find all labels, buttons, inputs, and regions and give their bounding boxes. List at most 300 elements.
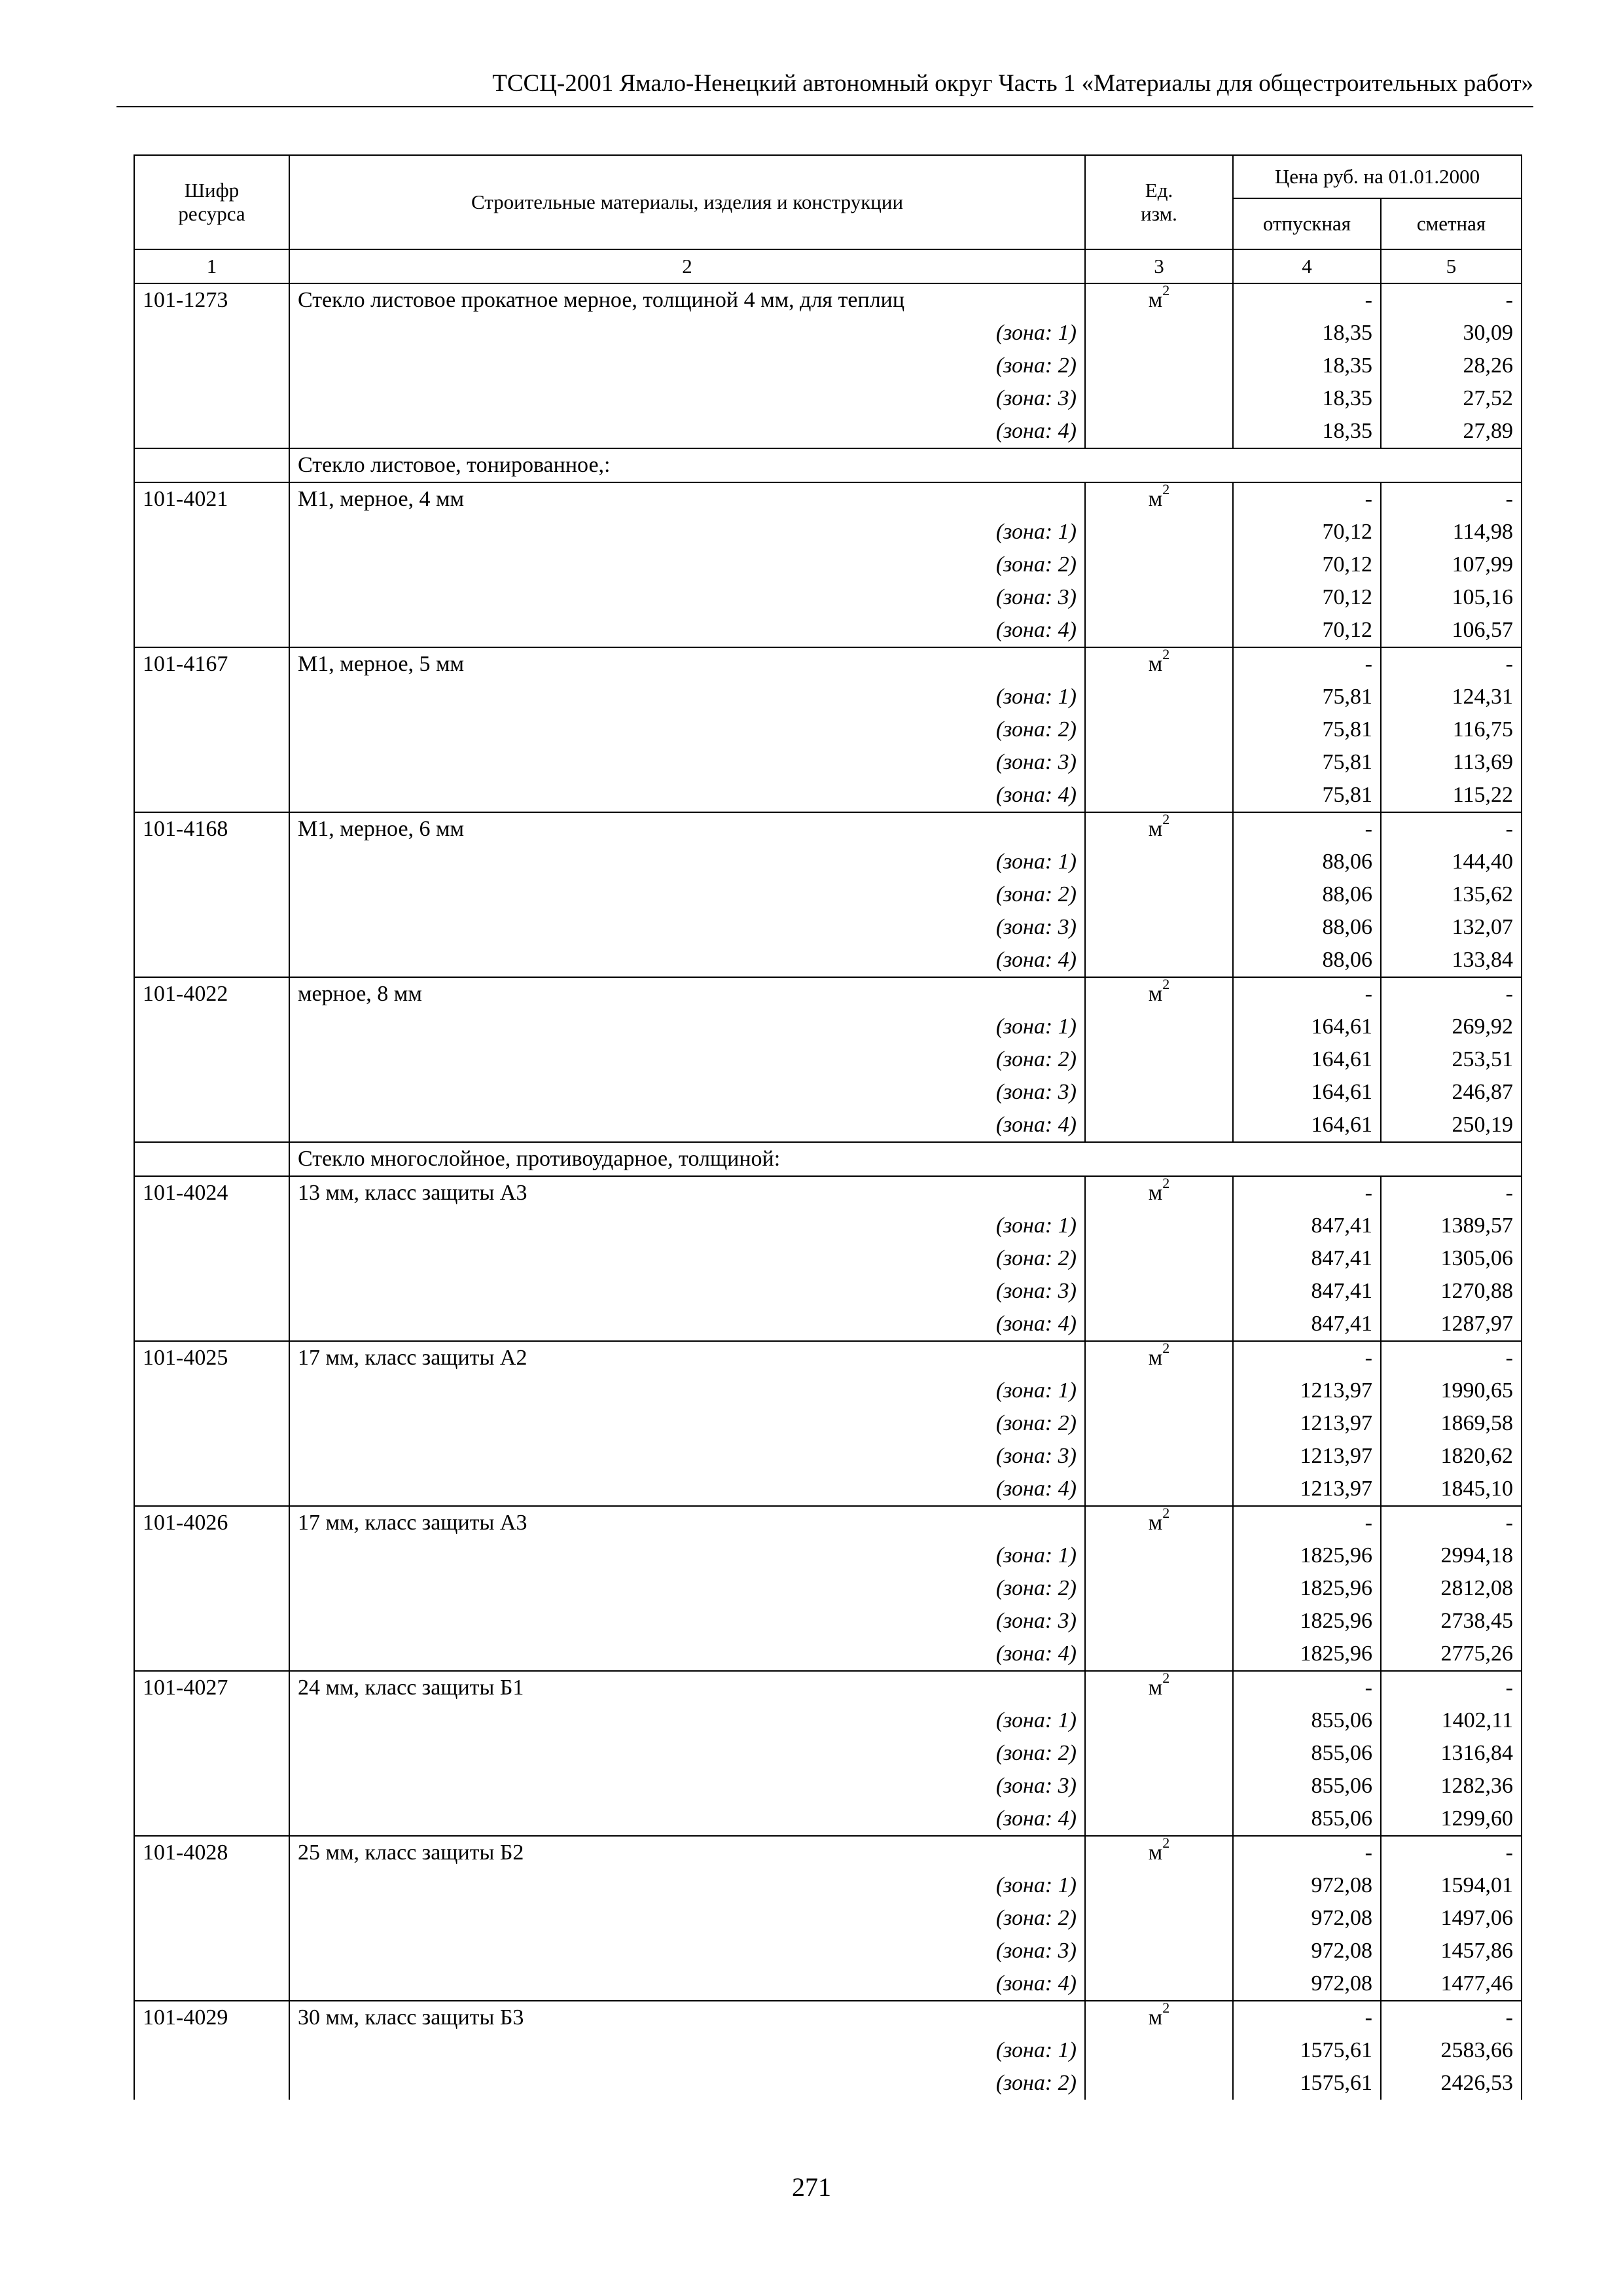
estimate-price: 133,84: [1381, 944, 1522, 977]
unit-cell: [1085, 1473, 1233, 1506]
code-cell: [134, 1210, 289, 1242]
release-price: 75,81: [1233, 779, 1381, 812]
unit-cell: [1085, 1638, 1233, 1671]
code-cell: [134, 581, 289, 614]
release-price: 972,08: [1233, 1935, 1381, 1967]
zone-label: (зона: 4): [289, 1308, 1085, 1341]
code-cell: [134, 681, 289, 713]
unit-cell: [1085, 746, 1233, 779]
estimate-price: -: [1381, 482, 1522, 516]
release-price: 70,12: [1233, 516, 1381, 548]
resource-code: 101-4027: [134, 1671, 289, 1704]
unit-exponent: 2: [1162, 812, 1170, 827]
estimate-price: 114,98: [1381, 516, 1522, 548]
release-price: 1213,97: [1233, 1374, 1381, 1407]
estimate-price: 28,26: [1381, 350, 1522, 382]
header-code: [134, 155, 289, 249]
unit-exponent: 2: [1162, 1506, 1170, 1521]
resource-code: 101-4167: [134, 647, 289, 681]
zone-label: (зона: 2): [289, 548, 1085, 581]
unit-cell: [1085, 846, 1233, 878]
release-price: 847,41: [1233, 1275, 1381, 1308]
estimate-price: 1299,60: [1381, 1803, 1522, 1836]
code-cell: [134, 1308, 289, 1341]
release-price: -: [1233, 1506, 1381, 1539]
unit-cell: [1085, 647, 1233, 681]
unit-exponent: 2: [1162, 1671, 1170, 1686]
estimate-price: 1270,88: [1381, 1275, 1522, 1308]
code-cell: [134, 1539, 289, 1572]
zone-label: (зона: 1): [289, 2034, 1085, 2067]
code-cell: [134, 1605, 289, 1638]
unit-exponent: 2: [1162, 1341, 1170, 1356]
zone-label: (зона: 1): [289, 846, 1085, 878]
zone-label: (зона: 1): [289, 1374, 1085, 1407]
zone-label: (зона: 4): [289, 1803, 1085, 1836]
material-name: 25 мм, класс защиты Б2: [289, 1836, 1085, 1869]
estimate-price: 124,31: [1381, 681, 1522, 713]
code-cell: [134, 350, 289, 382]
zone-row: [134, 1638, 1522, 1671]
resource-code: 101-1273: [134, 283, 289, 317]
estimate-price: 144,40: [1381, 846, 1522, 878]
unit-cell: [1085, 812, 1233, 846]
zone-label: (зона: 3): [289, 746, 1085, 779]
estimate-price: 107,99: [1381, 548, 1522, 581]
zone-row: [134, 1770, 1522, 1803]
unit-cell: [1085, 1737, 1233, 1770]
zone-row: [134, 1210, 1522, 1242]
estimate-price: 116,75: [1381, 713, 1522, 746]
material-name: 13 мм, класс защиты А3: [289, 1176, 1085, 1210]
code-cell: [134, 1935, 289, 1967]
header-name-label: Строительные материалы, изделия и конструкции: [471, 190, 904, 213]
code-cell: [134, 846, 289, 878]
zone-row: [134, 415, 1522, 448]
estimate-price: 30,09: [1381, 317, 1522, 350]
page-number: 271: [792, 2172, 831, 2202]
header-price-group: [1233, 155, 1522, 198]
estimate-price: -: [1381, 1836, 1522, 1869]
release-price: 164,61: [1233, 1109, 1381, 1142]
estimate-price: 105,16: [1381, 581, 1522, 614]
zone-row: [134, 1869, 1522, 1902]
unit-cell: [1085, 1803, 1233, 1836]
header-release-label: отпускная: [1262, 212, 1351, 235]
unit-cell: [1085, 283, 1233, 317]
release-price: 164,61: [1233, 1043, 1381, 1076]
release-price: 88,06: [1233, 846, 1381, 878]
release-price: 972,08: [1233, 1967, 1381, 2001]
code-cell: [134, 1902, 289, 1935]
zone-label: (зона: 1): [289, 1011, 1085, 1043]
unit-cell: [1085, 516, 1233, 548]
estimate-price: 113,69: [1381, 746, 1522, 779]
group-heading-row: [134, 1142, 1522, 1176]
zone-row: [134, 1539, 1522, 1572]
code-cell: [134, 1638, 289, 1671]
zone-row: [134, 1737, 1522, 1770]
resource-code: 101-4026: [134, 1506, 289, 1539]
zone-label: (зона: 4): [289, 614, 1085, 647]
release-price: 1213,97: [1233, 1440, 1381, 1473]
zone-label: (зона: 4): [289, 1109, 1085, 1142]
column-number: 3: [1085, 249, 1233, 283]
zone-label: (зона: 2): [289, 2067, 1085, 2100]
unit-cell: [1085, 911, 1233, 944]
zone-label: (зона: 1): [289, 1210, 1085, 1242]
code-cell: [134, 2067, 289, 2100]
resource-code: 101-4021: [134, 482, 289, 516]
zone-label: (зона: 3): [289, 911, 1085, 944]
unit-cell: [1085, 1902, 1233, 1935]
unit-cell: [1085, 2067, 1233, 2100]
column-numbers-row: [134, 249, 1522, 283]
code-cell: [134, 1869, 289, 1902]
zone-row: [134, 2067, 1522, 2100]
unit-cell: [1085, 1967, 1233, 2001]
unit-cell: [1085, 1176, 1233, 1210]
resource-code: 101-4024: [134, 1176, 289, 1210]
zone-label: (зона: 4): [289, 1473, 1085, 1506]
header-estimate-label: сметная: [1416, 212, 1486, 235]
unit-cell: [1085, 2001, 1233, 2034]
table-row: [134, 1341, 1522, 1374]
code-cell: [134, 1967, 289, 2001]
zone-label: (зона: 2): [289, 1902, 1085, 1935]
zone-row: [134, 1473, 1522, 1506]
release-price: 847,41: [1233, 1308, 1381, 1341]
zone-label: (зона: 3): [289, 1605, 1085, 1638]
zone-label: (зона: 3): [289, 1770, 1085, 1803]
unit-exponent: 2: [1162, 1836, 1170, 1851]
unit-exponent: 2: [1162, 1176, 1170, 1191]
unit-cell: [1085, 1836, 1233, 1869]
code-cell: [134, 1374, 289, 1407]
table-row: [134, 2001, 1522, 2034]
column-number: 5: [1381, 249, 1522, 283]
zone-row: [134, 1308, 1522, 1341]
release-price: 855,06: [1233, 1770, 1381, 1803]
estimate-price: -: [1381, 812, 1522, 846]
release-price: 88,06: [1233, 911, 1381, 944]
unit-cell: [1085, 878, 1233, 911]
release-price: 1825,96: [1233, 1605, 1381, 1638]
estimate-price: 1316,84: [1381, 1737, 1522, 1770]
estimate-price: 2583,66: [1381, 2034, 1522, 2067]
zone-label: (зона: 3): [289, 1935, 1085, 1967]
unit-cell: [1085, 1539, 1233, 1572]
unit-cell: [1085, 548, 1233, 581]
release-price: 164,61: [1233, 1076, 1381, 1109]
zone-label: (зона: 2): [289, 878, 1085, 911]
estimate-price: 1820,62: [1381, 1440, 1522, 1473]
zone-label: (зона: 2): [289, 1737, 1085, 1770]
estimate-price: -: [1381, 1506, 1522, 1539]
unit-exponent: 2: [1162, 647, 1170, 662]
zone-label: (зона: 3): [289, 581, 1085, 614]
unit-cell: [1085, 1869, 1233, 1902]
unit-cell: [1085, 2034, 1233, 2067]
group-heading-text: Стекло многослойное, противоударное, толщиной:: [289, 1142, 1522, 1176]
zone-row: [134, 681, 1522, 713]
table-row: [134, 1671, 1522, 1704]
price-table: [134, 154, 1522, 2100]
zone-row: [134, 713, 1522, 746]
unit-cell: [1085, 614, 1233, 647]
estimate-price: -: [1381, 2001, 1522, 2034]
zone-row: [134, 1902, 1522, 1935]
material-name: 30 мм, класс защиты Б3: [289, 2001, 1085, 2034]
code-cell: [134, 1440, 289, 1473]
code-cell: [134, 548, 289, 581]
unit-cell: [1085, 482, 1233, 516]
zone-label: (зона: 1): [289, 681, 1085, 713]
material-name: М1, мерное, 6 мм: [289, 812, 1085, 846]
estimate-price: 1282,36: [1381, 1770, 1522, 1803]
zone-row: [134, 1011, 1522, 1043]
zone-row: [134, 350, 1522, 382]
release-price: -: [1233, 482, 1381, 516]
table-row: [134, 812, 1522, 846]
zone-row: [134, 614, 1522, 647]
unit-base: м: [1148, 1511, 1163, 1535]
zone-row: [134, 1374, 1522, 1407]
unit-base: м: [1148, 487, 1163, 511]
release-price: 164,61: [1233, 1011, 1381, 1043]
release-price: 1213,97: [1233, 1407, 1381, 1440]
estimate-price: 132,07: [1381, 911, 1522, 944]
estimate-price: 2812,08: [1381, 1572, 1522, 1605]
zone-label: (зона: 2): [289, 350, 1085, 382]
release-price: 972,08: [1233, 1869, 1381, 1902]
zone-row: [134, 1407, 1522, 1440]
release-price: -: [1233, 977, 1381, 1011]
table-row: [134, 977, 1522, 1011]
code-cell: [134, 1275, 289, 1308]
code-cell: [134, 1407, 289, 1440]
zone-row: [134, 1967, 1522, 2001]
zone-label: (зона: 2): [289, 1043, 1085, 1076]
table-row: [134, 283, 1522, 317]
header-price-group-label: Цена руб. на 01.01.2000: [1274, 165, 1480, 188]
release-price: 88,06: [1233, 944, 1381, 977]
code-cell: [134, 1076, 289, 1109]
code-cell: [134, 1142, 289, 1176]
unit-cell: [1085, 1671, 1233, 1704]
release-price: 18,35: [1233, 350, 1381, 382]
release-price: 1825,96: [1233, 1539, 1381, 1572]
code-cell: [134, 944, 289, 977]
estimate-price: 1869,58: [1381, 1407, 1522, 1440]
zone-row: [134, 1605, 1522, 1638]
header-unit-label: Ед. изм.: [1141, 179, 1177, 225]
code-cell: [134, 2034, 289, 2067]
zone-row: [134, 1803, 1522, 1836]
unit-base: м: [1148, 1840, 1163, 1865]
column-number: 2: [289, 249, 1085, 283]
estimate-price: -: [1381, 647, 1522, 681]
unit-exponent: 2: [1162, 977, 1170, 992]
unit-cell: [1085, 779, 1233, 812]
code-cell: [134, 1704, 289, 1737]
unit-cell: [1085, 350, 1233, 382]
zone-label: (зона: 4): [289, 1638, 1085, 1671]
unit-cell: [1085, 415, 1233, 448]
release-price: -: [1233, 2001, 1381, 2034]
estimate-price: -: [1381, 283, 1522, 317]
zone-label: (зона: 2): [289, 1242, 1085, 1275]
release-price: -: [1233, 812, 1381, 846]
release-price: -: [1233, 647, 1381, 681]
column-number: 1: [134, 249, 289, 283]
unit-exponent: 2: [1162, 283, 1170, 298]
zone-label: (зона: 3): [289, 1440, 1085, 1473]
estimate-price: 2738,45: [1381, 1605, 1522, 1638]
zone-label: (зона: 1): [289, 1869, 1085, 1902]
table-row: [134, 647, 1522, 681]
code-cell: [134, 516, 289, 548]
estimate-price: 27,89: [1381, 415, 1522, 448]
unit-cell: [1085, 1011, 1233, 1043]
zone-row: [134, 1704, 1522, 1737]
estimate-price: 1594,01: [1381, 1869, 1522, 1902]
material-name: Стекло листовое прокатное мерное, толщиной 4 мм, для теплиц: [289, 283, 1085, 317]
zone-label: (зона: 2): [289, 713, 1085, 746]
zone-label: (зона: 1): [289, 1539, 1085, 1572]
code-cell: [134, 1473, 289, 1506]
unit-base: м: [1148, 1676, 1163, 1700]
estimate-price: 250,19: [1381, 1109, 1522, 1142]
estimate-price: -: [1381, 1671, 1522, 1704]
release-price: -: [1233, 1341, 1381, 1374]
release-price: 1825,96: [1233, 1638, 1381, 1671]
estimate-price: 1402,11: [1381, 1704, 1522, 1737]
release-price: 855,06: [1233, 1803, 1381, 1836]
estimate-price: 1477,46: [1381, 1967, 1522, 2001]
group-heading-text: Стекло листовое, тонированное,:: [289, 448, 1522, 482]
estimate-price: -: [1381, 1176, 1522, 1210]
estimate-price: -: [1381, 977, 1522, 1011]
zone-label: (зона: 4): [289, 1967, 1085, 2001]
unit-cell: [1085, 681, 1233, 713]
unit-cell: [1085, 317, 1233, 350]
release-price: 1575,61: [1233, 2034, 1381, 2067]
release-price: 75,81: [1233, 746, 1381, 779]
estimate-price: 2994,18: [1381, 1539, 1522, 1572]
estimate-price: 2775,26: [1381, 1638, 1522, 1671]
release-price: 972,08: [1233, 1902, 1381, 1935]
code-cell: [134, 448, 289, 482]
zone-row: [134, 516, 1522, 548]
code-cell: [134, 1572, 289, 1605]
zone-row: [134, 1242, 1522, 1275]
unit-base: м: [1148, 288, 1163, 312]
unit-base: м: [1148, 982, 1163, 1006]
code-cell: [134, 746, 289, 779]
code-cell: [134, 1737, 289, 1770]
code-cell: [134, 779, 289, 812]
release-price: 88,06: [1233, 878, 1381, 911]
unit-cell: [1085, 1407, 1233, 1440]
estimate-price: 135,62: [1381, 878, 1522, 911]
unit-base: м: [1148, 817, 1163, 841]
code-cell: [134, 1043, 289, 1076]
unit-cell: [1085, 1341, 1233, 1374]
code-cell: [134, 415, 289, 448]
material-name: 17 мм, класс защиты А3: [289, 1506, 1085, 1539]
release-price: 70,12: [1233, 548, 1381, 581]
table-row: [134, 1836, 1522, 1869]
unit-base: м: [1148, 1181, 1163, 1205]
unit-base: м: [1148, 2005, 1163, 2030]
unit-base: м: [1148, 1346, 1163, 1370]
estimate-price: 253,51: [1381, 1043, 1522, 1076]
running-header: ТССЦ-2001 Ямало-Ненецкий автономный округ Часть 1 «Материалы для общестроительных работ»: [116, 65, 1533, 107]
unit-cell: [1085, 1605, 1233, 1638]
material-name: М1, мерное, 4 мм: [289, 482, 1085, 516]
zone-row: [134, 846, 1522, 878]
unit-cell: [1085, 1440, 1233, 1473]
zone-row: [134, 944, 1522, 977]
zone-label: (зона: 1): [289, 516, 1085, 548]
unit-cell: [1085, 1704, 1233, 1737]
zone-row: [134, 779, 1522, 812]
release-price: 18,35: [1233, 317, 1381, 350]
release-price: 70,12: [1233, 614, 1381, 647]
estimate-price: -: [1381, 1341, 1522, 1374]
estimate-price: 1497,06: [1381, 1902, 1522, 1935]
code-cell: [134, 382, 289, 415]
code-cell: [134, 878, 289, 911]
zone-row: [134, 1935, 1522, 1967]
zone-row: [134, 1572, 1522, 1605]
unit-exponent: 2: [1162, 2001, 1170, 2016]
release-price: 18,35: [1233, 382, 1381, 415]
resource-code: 101-4025: [134, 1341, 289, 1374]
zone-label: (зона: 1): [289, 317, 1085, 350]
estimate-price: 115,22: [1381, 779, 1522, 812]
header-estimate: [1381, 198, 1522, 249]
estimate-price: 246,87: [1381, 1076, 1522, 1109]
unit-cell: [1085, 1935, 1233, 1967]
zone-label: (зона: 3): [289, 1275, 1085, 1308]
estimate-price: 1305,06: [1381, 1242, 1522, 1275]
unit-cell: [1085, 944, 1233, 977]
table-row: [134, 1176, 1522, 1210]
table-header: [134, 155, 1522, 249]
estimate-price: 269,92: [1381, 1011, 1522, 1043]
code-cell: [134, 1011, 289, 1043]
zone-label: (зона: 3): [289, 382, 1085, 415]
release-price: 1825,96: [1233, 1572, 1381, 1605]
release-price: 855,06: [1233, 1737, 1381, 1770]
code-cell: [134, 1803, 289, 1836]
unit-cell: [1085, 1076, 1233, 1109]
table-row: [134, 1506, 1522, 1539]
zone-label: (зона: 1): [289, 1704, 1085, 1737]
zone-row: [134, 317, 1522, 350]
unit-cell: [1085, 1275, 1233, 1308]
resource-code: 101-4022: [134, 977, 289, 1011]
unit-cell: [1085, 1210, 1233, 1242]
material-name: 17 мм, класс защиты А2: [289, 1341, 1085, 1374]
zone-label: (зона: 4): [289, 944, 1085, 977]
zone-row: [134, 1076, 1522, 1109]
header-unit: [1085, 155, 1233, 249]
unit-cell: [1085, 977, 1233, 1011]
code-cell: [134, 1109, 289, 1142]
